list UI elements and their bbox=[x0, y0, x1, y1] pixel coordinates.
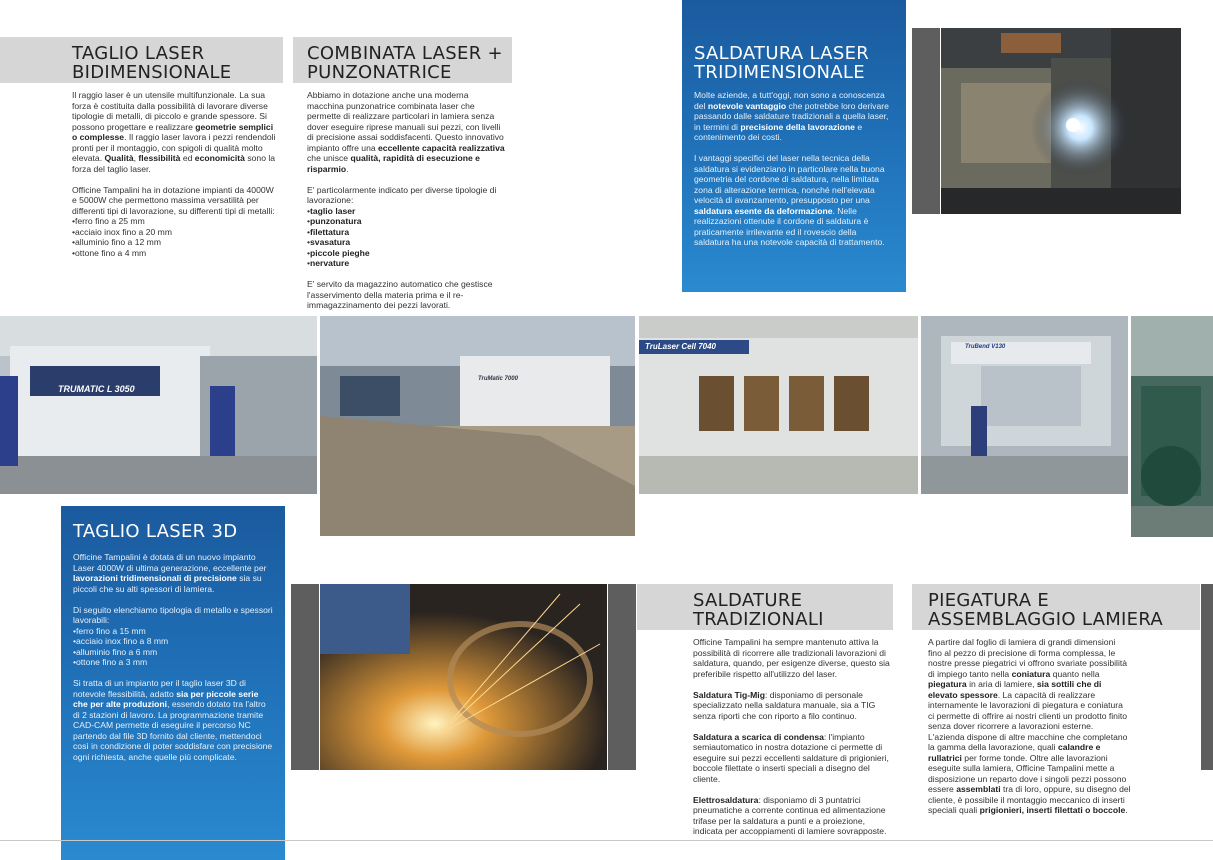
photo-trubend bbox=[921, 316, 1128, 494]
title-saldatura-laser: SALDATURA LASER TRIDIMENSIONALE bbox=[694, 43, 870, 83]
laser-welding-image bbox=[941, 28, 1181, 214]
trubend-image bbox=[921, 316, 1128, 494]
side-machine-image bbox=[1131, 316, 1213, 537]
trumatic-l-image bbox=[0, 316, 317, 494]
label-trumatic-l: TRUMATIC L 3050 bbox=[58, 384, 135, 394]
label-trubend: TruBend V130 bbox=[965, 344, 1006, 350]
photo-side-machine bbox=[1131, 316, 1213, 537]
label-trulaser-cell: TruLaser Cell 7040 bbox=[645, 342, 717, 351]
title-taglio-laser-3d: TAGLIO LASER 3D bbox=[73, 521, 238, 542]
trumatic-7000-image bbox=[320, 316, 635, 536]
panel-taglio-laser-3d bbox=[61, 506, 285, 860]
body-piegatura: A partire dal foglio di lamiera di grandi dimensioni fino al pezzo di precisione di forma complessa, le nostre presse piegatrici vi offrono svariate possibilità di impiego tanto nella coniatura quanto nella piegatura in aria di lamiere, sia sottili che di elevato spessore. La capacità di realizzare internamente le lavorazioni di piegatura e coniatura ci permette di offrire ai nostri clienti un prodotto finito senza dover ricorrere a lavorazioni esterne. L'azienda dispone di altre macchine che completano la gamma della lavorazione, quali calandre e rullatrici per forme tonde. Oltre alle lavorazioni eseguite sulla lamiera, Officine Tampalini mette a disposizione un reparto dove i singoli pezzi possono essere assemblati tra di loro, oppure, su disegno del cliente, è possibile il montaggio meccanico di inserti speciali quali prigionieri, inserti filettati o boccole. bbox=[928, 637, 1131, 815]
bottom-rule bbox=[0, 840, 1213, 841]
side-bar-piegatura bbox=[1201, 584, 1213, 770]
metal-list-2d: • ferro fino a 25 mm • acciaio inox fino a 20 mm • alluminio fino a 12 mm • ottone fino a 4 mm bbox=[72, 216, 277, 258]
photo-trulaser-cell bbox=[639, 316, 918, 494]
title-piegatura: PIEGATURA E ASSEMBLAGGIO LAMIERA bbox=[928, 590, 1164, 630]
photo-laser-sparks bbox=[320, 584, 607, 770]
photo-trumatic-l bbox=[0, 316, 317, 494]
metal-list-3d: • ferro fino a 15 mm • acciaio inox fino a 8 mm • alluminio fino a 6 mm • ottone fino a 3 mm bbox=[73, 626, 273, 668]
title-combinata: COMBINATA LASER + PUNZONATRICE bbox=[307, 43, 503, 83]
panel-saldatura-laser bbox=[682, 0, 906, 292]
body-taglio-laser-3d: Officine Tampalini è dotata di un nuovo impianto Laser 4000W di ultima generazione, eccellente per lavorazioni tridimensionali di precisione sia su piccoli che su alti spessori di lamiera. Di seguito elenchiamo tipologia di metallo e spessori lavorabili: • ferro fino a 15 mm • acciaio inox fino a 8 mm • alluminio fino a 6 mm • ottone fino a 3 mm Si tratta di un impianto per il taglio laser 3D di notevole flessibilità, adatto sia per piccole serie che per alte produzioni, essendo dotato tra l'altro di 2 stazioni di lavoro. La programmazione tramite CAD-CAM permette di eseguire il percorso NC partendo dal file 3D fornito dal cliente, mettendoci così in condizione di poter soddisfare con precisione ogni richiesta, anche quelle più complicate. bbox=[73, 552, 273, 773]
label-trumatic-7000: TruMatic 7000 bbox=[478, 376, 518, 382]
title-saldature: SALDATURE TRADIZIONALI bbox=[693, 590, 824, 630]
photo-side-bar-right bbox=[608, 584, 636, 770]
photo-laser-welding bbox=[941, 28, 1181, 214]
laser-sparks-image bbox=[320, 584, 607, 770]
title-taglio-laser: TAGLIO LASER BIDIMENSIONALE bbox=[72, 43, 232, 83]
photo-side-bar-top bbox=[912, 28, 940, 214]
body-taglio-laser: Il raggio laser è un utensile multifunzionale. La sua forza è costituita dalla possibilità di lavorare diverse tipologie di metalli, di piccolo e grande spessore. Si possono progettare e realizzare geometrie semplici o complesse. Il raggio laser lavora i pezzi rendendoli pronti per il montaggio, con spigoli di qualità molto elevata. Qualità, flessibilità ed economicità sono la forza del taglio laser. Officine Tampalini ha in dotazione impianti da 4000W e 5000W che permettono massima versatilità per differenti tipi di lavorazione, su differenti tipi di metalli: • ferro fino a 25 mm • acciaio inox fino a 20 mm • alluminio fino a 12 mm • ottone fino a 4 mm bbox=[72, 90, 277, 258]
lavorazioni-list: • taglio laser • punzonatura • filettatura • svasatura • piccole pieghe • nervature bbox=[307, 206, 505, 269]
photo-trumatic-7000 bbox=[320, 316, 635, 536]
body-saldature: Officine Tampalini ha sempre mantenuto attiva la possibilità di ricorrere alle tradizionali lavorazioni di saldatura, quando, per esigenze diverse, questo sia preferibile rispetto all'utilizzo del laser. Saldatura Tig-Mig: disponiamo di personale specializzato nella saldatura manuale, sia a TIG senza riporti che con riporto a filo continuo. Saldatura a scarica di condensa: l'impianto semiautomatico in nostra dotazione ci permette di eseguire sui pezzi eccellenti saldature di prigionieri, boccole filettate o inserti speciali a disegno del cliente. Elettrosaldatura: disponiamo di 3 puntatrici pneumatiche a corrente continua ed alimentazione trifase per la saldatura a punti e a proiezione, indicata per accoppiamenti di lamiere sovrapposte. bbox=[693, 637, 890, 836]
photo-side-bar-bottom bbox=[291, 584, 319, 770]
body-combinata: Abbiamo in dotazione anche una moderna macchina punzonatrice combinata laser che permette di realizzare particolari in lamiera senza dover eseguire riprese manuali sui pezzi, con livelli di precisione assai soddisfacenti. Questo innovativo impianto offre una eccellente capacità realizzativa che unisce qualità, rapidità di esecuzione e risparmio. E' particolarmente indicato per diverse tipologie di lavorazione: • taglio laser • punzonatura • filettatura • svasatura • piccole pieghe • nervature E' servito da magazzino automatico che gestisce l'asservimento della materia prima e il re-immagazzinamento dei pezzi lavorati. bbox=[307, 90, 505, 321]
body-saldatura-laser: Molte aziende, a tutt'oggi, non sono a conoscenza del notevole vantaggio che potrebbe loro derivare passando dalle saldature tradizionali a quella laser, in termini di precisione della lavorazione e contenimento dei costi. I vantaggi specifici del laser nella tecnica della saldatura si evidenziano in particolare nella buona geometria del cordone di saldatura, nella limitata zona di alterazione termica, nonché nell'elevata velocità di avanzamento, presupposto per una saldatura esente da deformazione. Nelle realizzazioni ottenute il cordone di saldatura è praticamente irrilevante ed il rovescio della saldatura ha una notevole capacità di trattamento. bbox=[694, 90, 889, 247]
